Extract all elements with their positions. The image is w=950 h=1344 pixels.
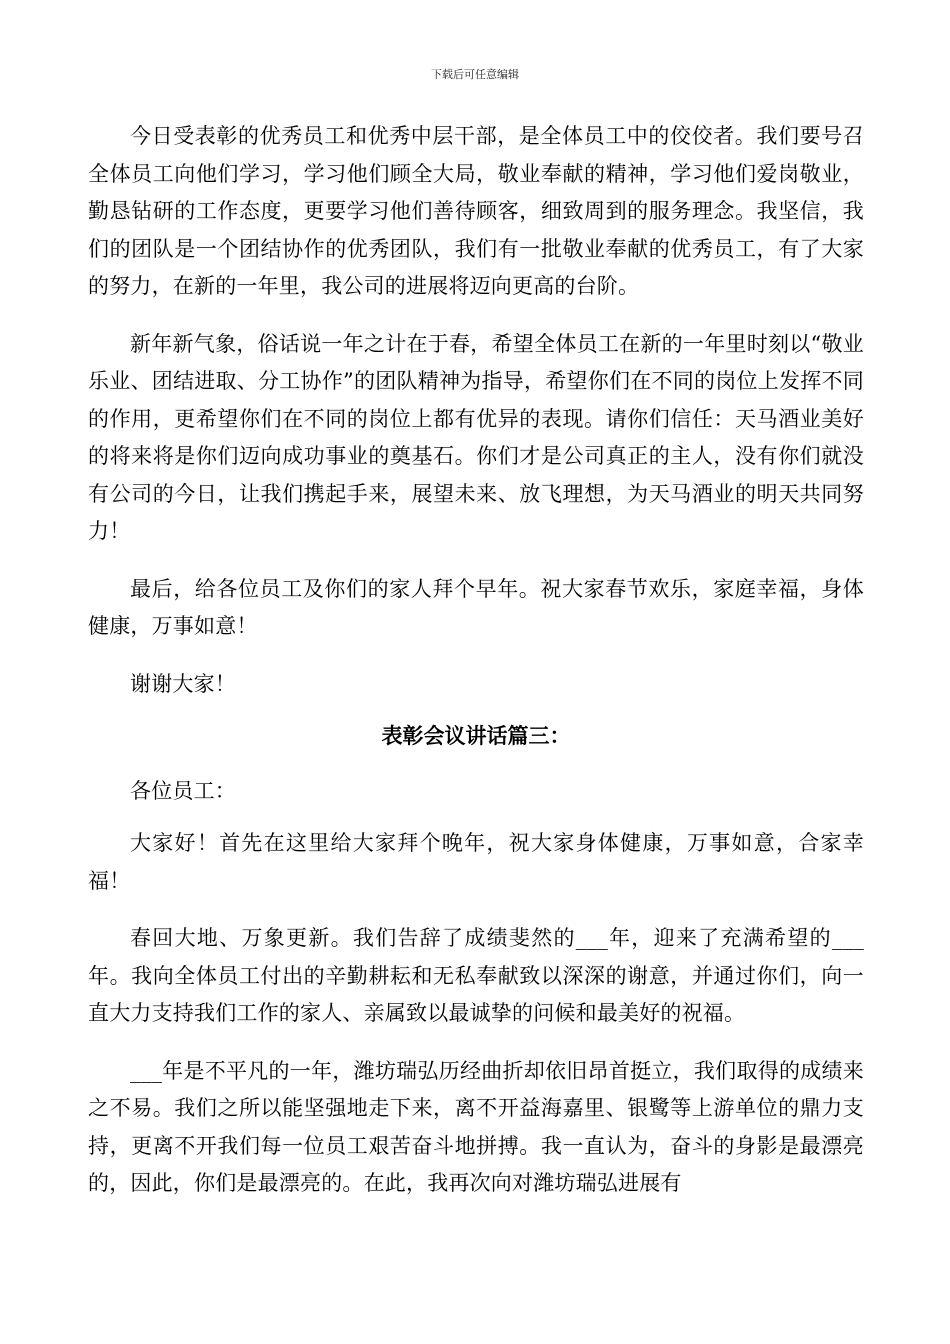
- document-body: [88, 118, 864, 1223]
- paragraph-opening: 大家好！首先在这里给大家拜个晚年，祝大家身体健康，万事如意，合家幸福！: [88, 831, 864, 893]
- section-title: 表彰会议讲话篇三：: [381, 724, 571, 748]
- page-header-watermark: 下载后可任意编辑: [431, 68, 519, 81]
- paragraph-thanks: 谢谢大家！: [130, 671, 236, 696]
- paragraph-salutation: 各位员工：: [130, 778, 236, 803]
- paragraph-spring: 春回大地、万象更新。我们告辞了成绩斐然的___年，迎来了充满希望的___年。我向全体员工付出的辛勤耕耘和无私奉献致以深深的谢意，并通过你们，向一直大力支持我们工作的家人、亲属致以最诚挚的问候和最美好的祝福。: [88, 926, 864, 1025]
- paragraph-commendation: 今日受表彰的优秀员工和优秀中层干部，是全体员工中的佼佼者。我们要号召全体员工向他们学习，学习他们顾全大局，敬业奉献的精神，学习他们爱岗敬业，勤恳钻研的工作态度，更要学习他们善待顾客，细致周到的服务理念。我坚信，我们的团队是一个团结协作的优秀团队，我们有一批敬业奉献的优秀员工，有了大家的努力，在新的一年里，我公司的进展将迈向更高的台阶。: [88, 124, 864, 298]
- paragraph-year-review: ___年是不平凡的一年，潍坊瑞弘历经曲折却依旧昂首挺立，我们取得的成绩来之不易。我们之所以能坚强地走下来，离不开益海嘉里、银鹭等上游单位的鼎力支持，更离不开我们每一位员工艰苦奋斗地拼搏。我一直认为，奋斗的身影是最漂亮的，因此，你们是最漂亮的。在此，我再次向对潍坊瑞弘进展有: [88, 1058, 864, 1195]
- paragraph-new-year-hopes: 新年新气象，俗话说一年之计在于春，希望全体员工在新的一年里时刻以“敬业乐业、团结进取、分工协作”的团队精神为指导，希望你们在不同的岗位上发挥不同的作用，更希望你们在不同的岗位上都有优异的表现。请你们信任：天马酒业美好的将来将是你们迈向成功事业的奠基石。你们才是公司真正的主人，没有你们就没有公司的今日，让我们携起手来，展望未来、放飞理想，为天马酒业的明天共同努力！: [88, 331, 864, 543]
- paragraph-greetings: 最后，给各位员工及你们的家人拜个早年。祝大家春节欢乐，家庭幸福，身体健康，万事如意！: [88, 576, 864, 638]
